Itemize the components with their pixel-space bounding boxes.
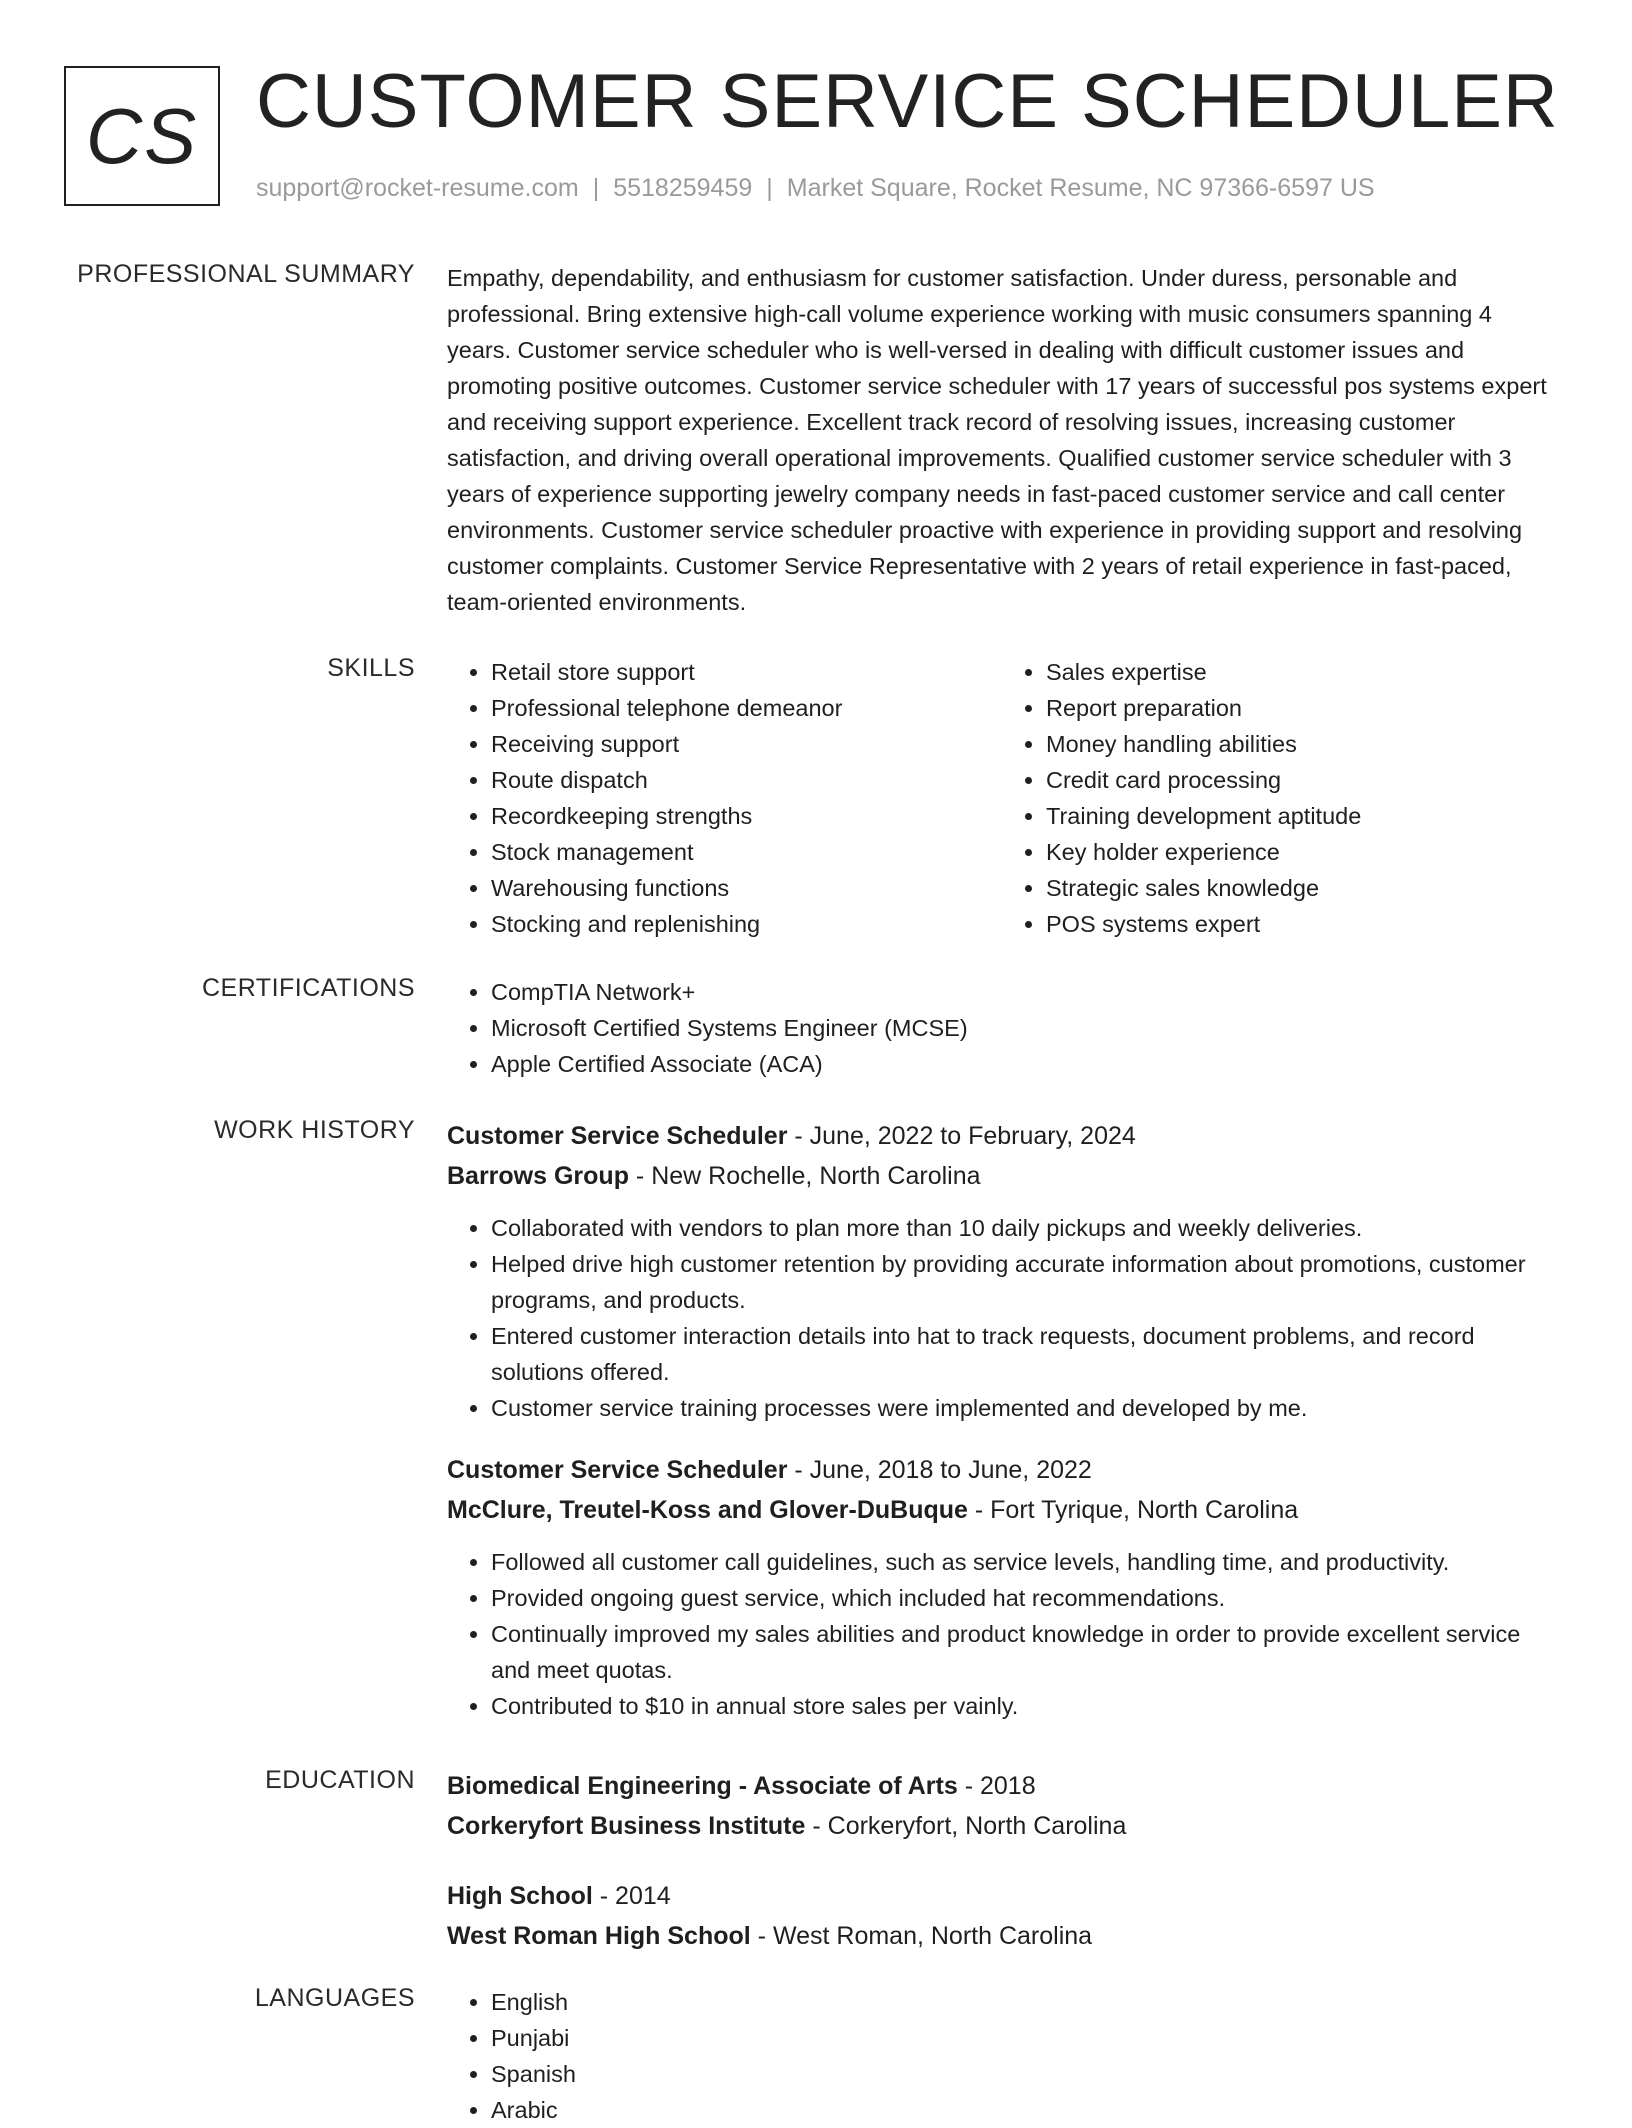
skills-list-left	[447, 654, 1002, 942]
contact-line	[256, 174, 1375, 203]
job-bullet: • Helped drive high customer retention by providing accurate information about promotions, customer programs, and products.	[491, 1246, 1557, 1318]
section-title: LANGUAGES	[254, 1984, 415, 2012]
education-school-line	[447, 1916, 1557, 1956]
language-item: • Punjabi	[491, 2020, 1557, 2056]
job-bullet: • Continually improved my sales abilities and product knowledge in order to provide excellent service and meet quotas.	[491, 1616, 1557, 1688]
job-title-line	[447, 1116, 1557, 1156]
skill-item: • Credit card processing	[1046, 762, 1557, 798]
languages-body	[447, 1984, 1557, 2128]
summary-body	[447, 260, 1557, 620]
education-school: West Roman High School	[447, 1922, 751, 1950]
job-role: Customer Service Scheduler	[447, 1122, 788, 1150]
section-title: WORK HISTORY	[214, 1116, 415, 1144]
language-item: • English	[491, 1984, 1557, 2020]
section-title: CERTIFICATIONS	[201, 974, 415, 1002]
job-bullet: • Entered customer interaction details into hat to track requests, document problems, and record solutions offered.	[491, 1318, 1557, 1390]
education-school-line	[447, 1806, 1557, 1846]
phone[interactable]: 5518259459	[613, 174, 753, 202]
education-degree-line	[447, 1766, 1557, 1806]
job-company: Barrows Group	[447, 1162, 629, 1190]
skill-item: • Money handling abilities	[1046, 726, 1557, 762]
skill-item: • Training development aptitude	[1046, 798, 1557, 834]
email[interactable]: support@rocket-resume.com	[256, 174, 579, 202]
certifications-body	[447, 974, 1557, 1082]
job-bullet: • Followed all customer call guidelines, such as service levels, handling time, and productivity.	[491, 1544, 1557, 1580]
certifications-list	[447, 974, 1557, 1082]
skill-item: • Stock management	[491, 834, 1002, 870]
job-entry	[447, 1116, 1557, 1426]
job-dates: - June, 2022 to February, 2024	[787, 1122, 1136, 1150]
job-bullets	[447, 1544, 1557, 1724]
education-year: - 2014	[592, 1882, 671, 1910]
education-location: - Corkeryfort, North Carolina	[805, 1812, 1127, 1840]
education-degree: High School	[447, 1882, 593, 1910]
resume-title: CUSTOMER SERVICE SCHEDULER	[256, 59, 1559, 144]
job-company-line	[447, 1156, 1557, 1196]
job-bullet: • Customer service training processes were implemented and developed by me.	[491, 1390, 1557, 1426]
language-item: • Spanish	[491, 2056, 1557, 2092]
skill-item: • Report preparation	[1046, 690, 1557, 726]
job-bullet: • Collaborated with vendors to plan more than 10 daily pickups and weekly deliveries.	[491, 1210, 1557, 1246]
skills-list-right	[1002, 654, 1557, 942]
job-company-line	[447, 1490, 1557, 1530]
separator: |	[592, 174, 600, 202]
job-company: McClure, Treutel-Koss and Glover-DuBuque	[447, 1496, 968, 1524]
job-bullet: • Provided ongoing guest service, which included hat recommendations.	[491, 1580, 1557, 1616]
job-bullets	[447, 1210, 1557, 1426]
monogram-logo: CS	[64, 66, 220, 206]
separator: |	[766, 174, 773, 202]
education-degree-line	[447, 1876, 1557, 1916]
job-location: - New Rochelle, North Carolina	[628, 1162, 981, 1190]
skill-item: • Professional telephone demeanor	[491, 690, 1002, 726]
language-item: • Arabic	[491, 2092, 1557, 2128]
skill-item: • Receiving support	[491, 726, 1002, 762]
job-dates: - June, 2018 to June, 2022	[787, 1456, 1092, 1484]
skill-item: • Warehousing functions	[491, 870, 1002, 906]
skill-item: • Stocking and replenishing	[491, 906, 1002, 942]
skill-item: • Recordkeeping strengths	[491, 798, 1002, 834]
education-year: - 2018	[957, 1772, 1036, 1800]
certification-item: • Apple Certified Associate (ACA)	[491, 1046, 1557, 1082]
education-degree: Biomedical Engineering - Associate of Arts	[447, 1772, 958, 1800]
summary-text: Empathy, dependability, and enthusiasm for customer satisfaction. Under duress, personable and professional. Bring extensive high-call volume experience working with music consumers spanning 4 years. Customer service scheduler who is well-versed in dealing with difficult customer issues and promoting positive outcomes. Customer service scheduler with 17 years of successful pos systems expert and receiving support experience. Excellent track record of resolving issues, increasing customer satisfaction, and driving overall operational improvements. Qualified customer service scheduler with 3 years of experience supporting jewelry company needs in fast-paced customer service and call center environments. Customer service scheduler proactive with experience in providing support and resolving customer complaints. Customer Service Representative with 2 years of retail experience in fast-paced, team-oriented environments.	[447, 265, 1547, 615]
education-entry	[447, 1766, 1557, 1846]
section-title: EDUCATION	[265, 1766, 415, 1794]
languages-list	[447, 1984, 1557, 2128]
job-bullet: • Contributed to $10 in annual store sales per vainly.	[491, 1688, 1557, 1724]
certification-item: • CompTIA Network+	[491, 974, 1557, 1010]
job-entry	[447, 1450, 1557, 1724]
skill-item: • Retail store support	[491, 654, 1002, 690]
skill-item: • POS systems expert	[1046, 906, 1557, 942]
address: Market Square, Rocket Resume, NC 97366-6597 US	[786, 174, 1375, 202]
section-title: SKILLS	[327, 654, 415, 682]
job-role: Customer Service Scheduler	[447, 1456, 788, 1484]
skill-item: • Strategic sales knowledge	[1046, 870, 1557, 906]
section-title: PROFESSIONAL SUMMARY	[77, 260, 415, 288]
education-school: Corkeryfort Business Institute	[447, 1812, 806, 1840]
education-entry	[447, 1876, 1557, 1956]
job-location: - Fort Tyrique, North Carolina	[967, 1496, 1299, 1524]
job-title-line	[447, 1450, 1557, 1490]
skill-item: • Key holder experience	[1046, 834, 1557, 870]
education-body	[447, 1766, 1557, 1956]
skill-item: • Route dispatch	[491, 762, 1002, 798]
skill-item: • Sales expertise	[1046, 654, 1557, 690]
education-location: - West Roman, North Carolina	[750, 1922, 1093, 1950]
certification-item: • Microsoft Certified Systems Engineer (MCSE)	[491, 1010, 1557, 1046]
work-history-body	[447, 1116, 1557, 1724]
skills-body	[447, 654, 1557, 942]
